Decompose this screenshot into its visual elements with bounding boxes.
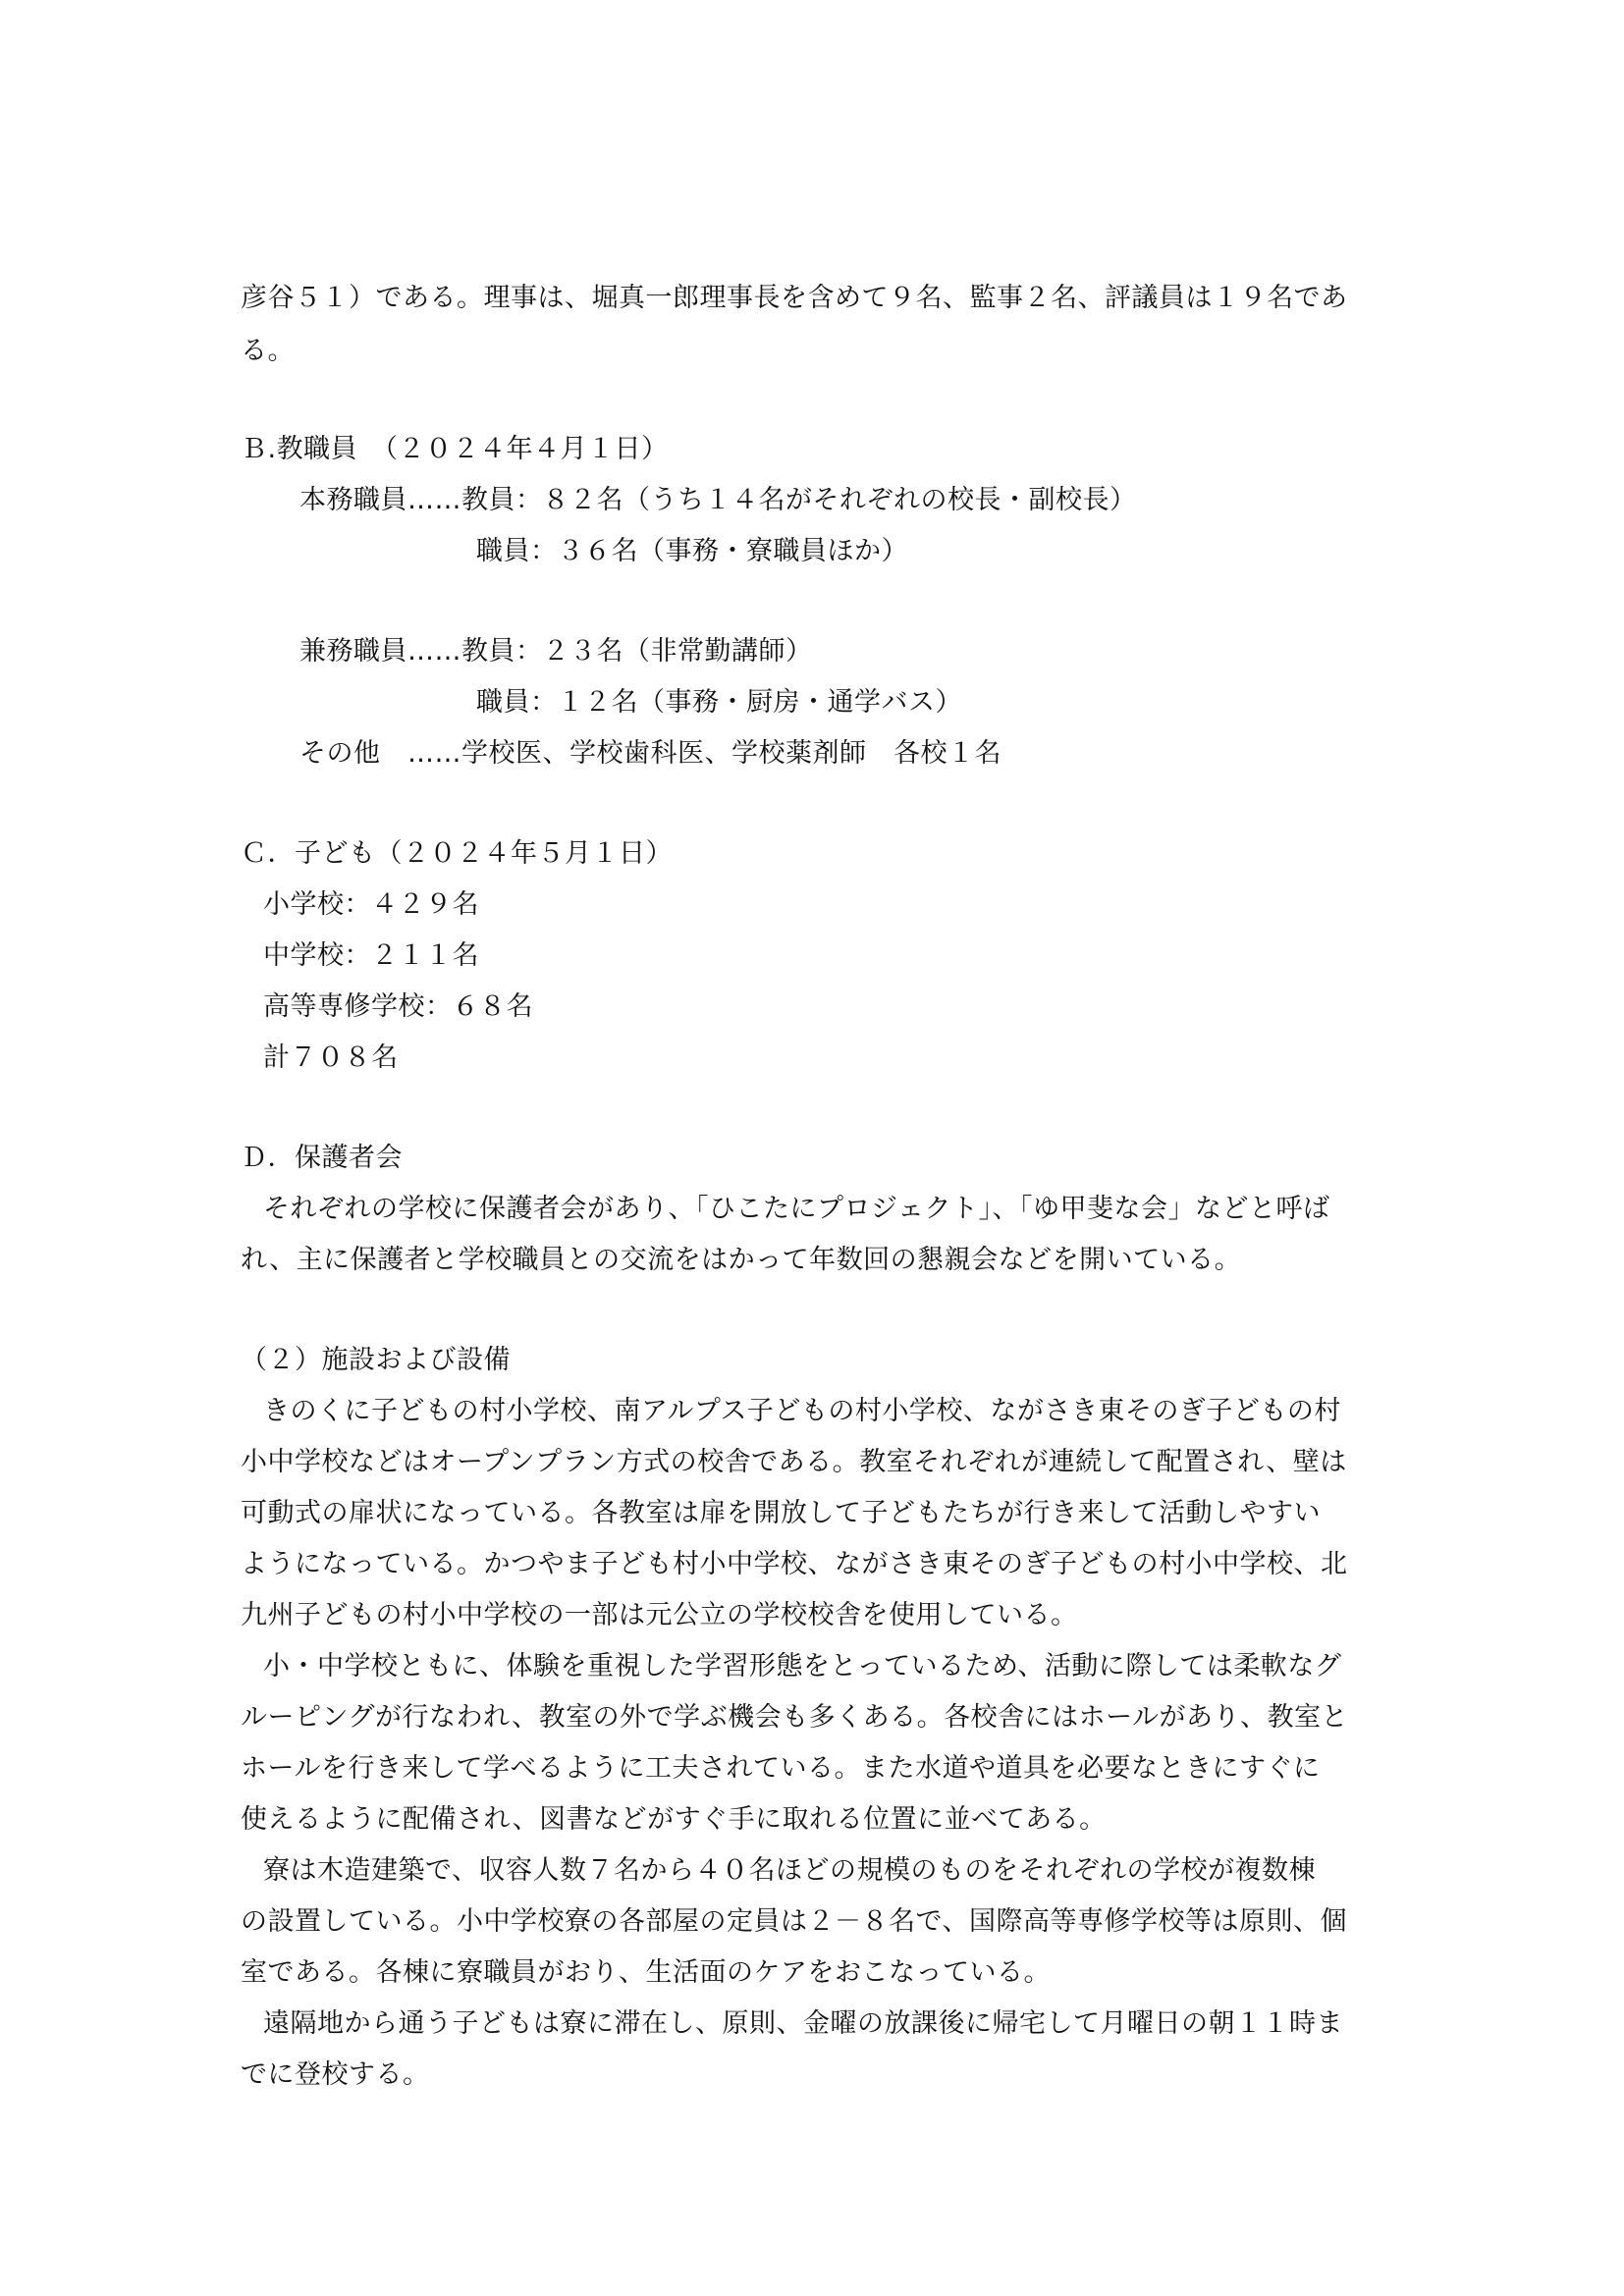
facilities-p2-line: 使えるように配備され、図書などがすぐ手に取れる位置に並べてある。 <box>241 1804 1107 1835</box>
facilities-p2-line: ルーピングが行なわれ、教室の外で学ぶ機会も多くある。各校舎にはホールがあり、教室と <box>241 1702 1349 1733</box>
facilities-p2-line: 小・中学校ともに、体験を重視した学習形態をとっているため、活動に際しては柔軟なグ <box>263 1651 1342 1682</box>
facilities-heading: （２）施設および設備 <box>241 1345 511 1375</box>
facilities-p4-line: でに登校する。 <box>241 2059 430 2090</box>
staff-main-teachers: 本務職員……教員：８２名（うち１４名がそれぞれの校長・副校長） <box>299 485 1137 515</box>
facilities-p1-line: 九州子どもの村小中学校の一部は元公立の学校校舎を使用している。 <box>241 1600 1078 1630</box>
staff-heading: Ｂ.教職員 （２０２４年４月１日） <box>241 434 669 464</box>
parents-line-2: れ、主に保護者と学校職員との交流をはかって年数回の懇親会などを開いている。 <box>241 1245 1242 1275</box>
staff-main-staff: 職員：３６名（事務・寮職員ほか） <box>476 536 908 566</box>
staff-part-teachers: 兼務職員……教員：２３名（非常勤講師） <box>299 636 813 667</box>
children-vocational: 高等専修学校：６８名 <box>263 991 533 1022</box>
children-heading: Ｃ．子ども（２０２４年５月１日） <box>241 838 673 869</box>
facilities-p1-line: 可動式の扉状になっている。各教室は扉を開放して子どもたちが行き来して活動しやすい <box>241 1498 1321 1528</box>
parents-line-1: それぞれの学校に保護者会があり、「ひこたにプロジェクト」、「ゆ甲斐な会」などと呼ば <box>263 1194 1330 1224</box>
intro-line-2: る。 <box>241 336 295 366</box>
parents-heading: Ｄ．保護者会 <box>241 1143 403 1173</box>
facilities-p3-line: 室である。各棟に寮職員がおり、生活面のケアをおこなっている。 <box>241 1957 1051 1988</box>
facilities-p1-line: きのくに子どもの村小学校、南アルプス子どもの村小学校、ながさき東そのぎ子どもの村 <box>263 1396 1341 1426</box>
facilities-p3-line: 寮は木造建築で、収容人数７名から４０名ほどの規模のものをそれぞれの学校が複数棟 <box>263 1855 1316 1886</box>
intro-line-1: 彦谷５１）である。理事は、堀真一郎理事長を含めて９名、監事２名、評議員は１９名であ <box>241 283 1348 313</box>
facilities-p2-line: ホールを行き来して学べるように工夫されている。また水道や道具を必要なときにすぐに <box>241 1753 1321 1784</box>
children-elementary: 小学校：４２９名 <box>263 889 479 920</box>
facilities-p1-line: ようになっている。かつやま子ども村小中学校、ながさき東そのぎ子どもの村小中学校、北 <box>241 1549 1348 1579</box>
children-total: 計７０８名 <box>263 1042 399 1073</box>
facilities-p1-line: 小中学校などはオープンプラン方式の校舎である。教室それぞれが連続して配置され、壁は <box>241 1447 1347 1477</box>
staff-other: その他 ……学校医、学校歯科医、学校薬剤師 各校１名 <box>299 738 1001 769</box>
children-junior-high: 中学校：２１１名 <box>263 940 479 971</box>
facilities-p3-line: の設置している。小中学校寮の各部屋の定員は２－８名で、国際高等専修学校等は原則、個 <box>241 1906 1347 1937</box>
staff-part-staff: 職員：１２名（事務・厨房・通学バス） <box>476 687 962 718</box>
facilities-p4-line: 遠隔地から通う子どもは寮に滞在し、原則、金曜の放課後に帰宅して月曜日の朝１１時ま <box>263 2008 1343 2039</box>
